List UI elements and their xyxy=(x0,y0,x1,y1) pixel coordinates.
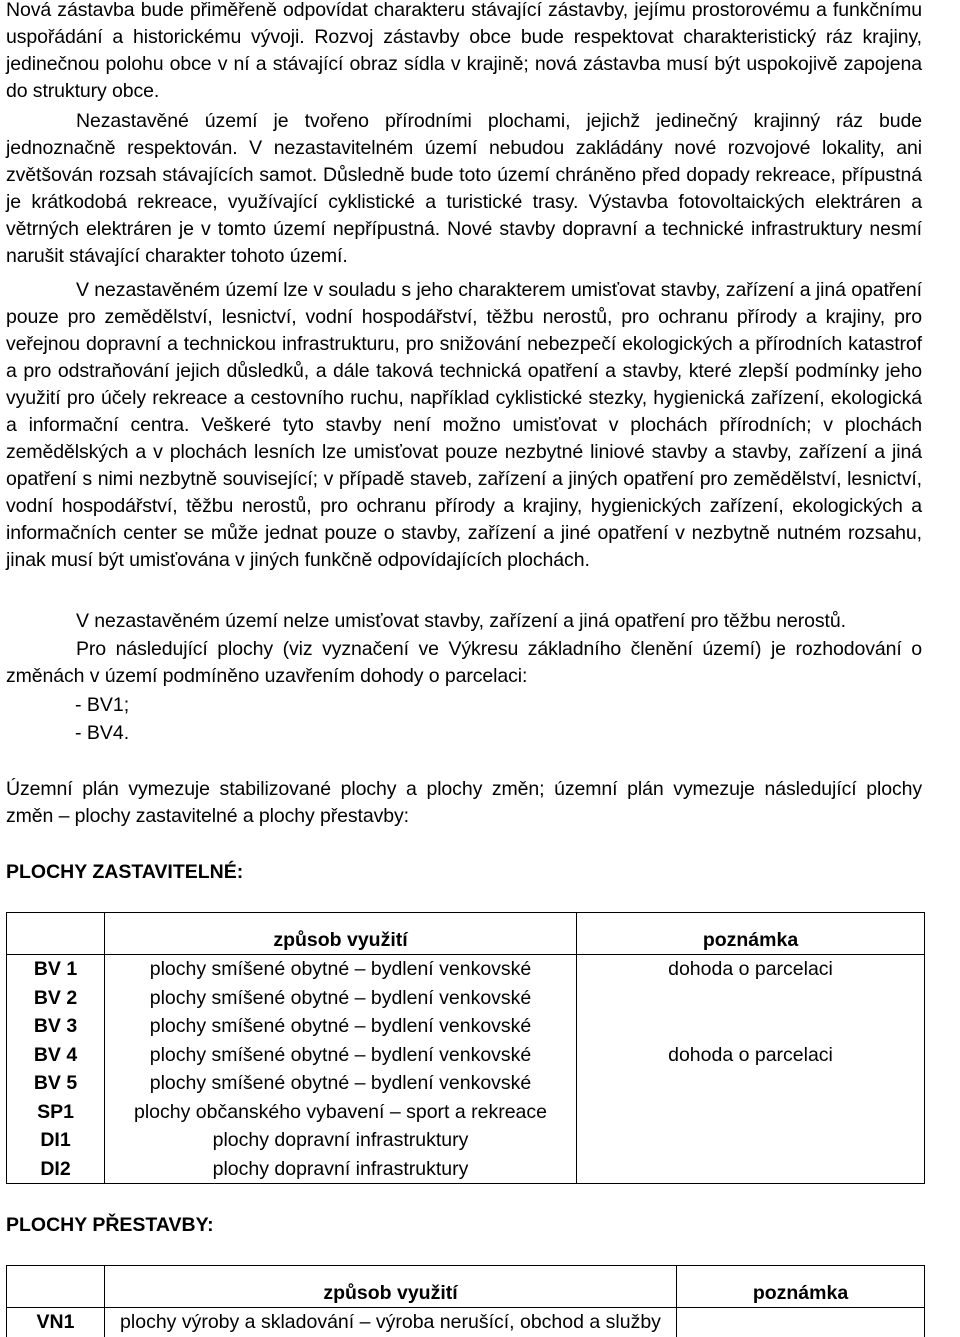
use-cell: plochy smíšené obytné – bydlení venkovské xyxy=(105,1012,577,1041)
note-cell: dohoda o parcelaci xyxy=(577,955,925,984)
code-cell: BV 2 xyxy=(7,984,105,1013)
use-cell: plochy občanského vybavení – sport a rekreace xyxy=(105,1098,577,1127)
table-row xyxy=(7,984,925,1013)
use-cell: plochy smíšené obytné – bydlení venkovské xyxy=(105,1041,577,1070)
code-cell: BV 3 xyxy=(7,1012,105,1041)
heading-zastavitelne: PLOCHY ZASTAVITELNÉ: xyxy=(6,861,244,883)
header-use-cell: způsob využití xyxy=(105,913,577,955)
note-cell xyxy=(677,1308,925,1337)
paragraph-allowed-structures: V nezastavěném území lze v souladu s jeho charakterem umisťovat stavby, zařízení a jiná opatření pouze pro zemědělství, lesnictví, vodní hospodářství, těžbu nerostů, pro ochranu přírody a krajiny, pro veřejnou dopravní a technickou infrastrukturu, pro snižování nebezpečí ekologických a přírodních katastrof a pro odstraňování jejich důsledků, a dále taková technická opatření a stavby, které zlepší podmínky jeho využití pro účely rekreace a cestovního ruchu, například cyklistické stezky, hygienická zařízení, ekologická a informační centra. Veškeré tyto stavby není možno umisťovat v plochách přírodních; v plochách zemědělských a v plochách lesních lze umisťovat pouze nezbytné liniové stavby a stavby, zařízení a jiná opatření s nimi nezbytně související; v případě staveb, zařízení a jiných opatření pro zemědělství, lesnictví, vodní hospodářství, těžbu nerostů, pro ochranu přírody a krajiny, hygienických zařízení, ekologických a informačních center se může jednat pouze o stavby, zařízení a jiné opatření v nezbytně nutném rozsahu, jinak musí být umisťována v jiných funkčně odpovídajících plochách. xyxy=(6,279,922,571)
list-item-bv4: - BV4. xyxy=(75,722,130,744)
use-cell: plochy výroby a skladování – výroba nerušící, obchod a služby xyxy=(105,1308,677,1337)
use-cell: plochy smíšené obytné – bydlení venkovské xyxy=(105,984,577,1013)
code-cell: BV 5 xyxy=(7,1069,105,1098)
header-note-cell: poznámka xyxy=(677,1266,925,1308)
note-cell xyxy=(577,984,925,1013)
table-row xyxy=(7,1041,925,1070)
table-prestavby xyxy=(6,1265,925,1337)
note-cell xyxy=(577,1155,925,1184)
paragraph-parcel-agreement: Pro následující plochy (viz vyznačení ve Výkresu základního členění území) je rozhodování o změnách v území podmíněno uzavřením dohody o parcelaci: xyxy=(6,638,922,687)
table-zastavitelne xyxy=(6,912,925,1184)
use-cell: plochy smíšené obytné – bydlení venkovské xyxy=(105,1069,577,1098)
table-row xyxy=(7,1308,925,1337)
list-item-bv1: - BV1; xyxy=(75,694,130,716)
note-cell xyxy=(577,1069,925,1098)
paragraph-unbuilt-area: Nezastavěné území je tvořeno přírodními plochami, jejichž jedinečný krajinný ráz bude jednoznačně respektován. V nezastavitelném území nebudou zakládány nové rozvojové lokality, ani zvětšován rozsah stávajících samot. Důsledně bude toto území chráněno před dopady rekreace, přípustná je krátkodobá rekreace, využívající cyklistické a turistické trasy. Výstavba fotovoltaických elektráren a větrných elektráren je v tomto území nepřípustná. Nové stavby dopravní a technické infrastruktury nesmí narušit stávající charakter tohoto území. xyxy=(6,110,922,267)
table-row xyxy=(7,955,925,984)
code-cell: VN1 xyxy=(7,1308,105,1337)
note-cell: dohoda o parcelaci xyxy=(577,1041,925,1070)
note-cell xyxy=(577,1126,925,1155)
table-row xyxy=(7,1155,925,1184)
note-cell xyxy=(577,1012,925,1041)
use-cell: plochy dopravní infrastruktury xyxy=(105,1155,577,1184)
paragraph-change-areas: Územní plán vymezuje stabilizované plochy a plochy změn; územní plán vymezuje následující plochy změn – plochy zastavitelné a plochy přestavby: xyxy=(6,778,922,827)
heading-prestavby: PLOCHY PŘESTAVBY: xyxy=(6,1214,214,1236)
paragraph-development: Nová zástavba bude přiměřeně odpovídat charakteru stávající zástavby, jejímu prostorovému a funkčnímu uspořádání a historickému vývoji. Rozvoj zástavby obce bude respektovat charakteristický ráz krajiny, jedinečnou polohu obce v ní a stávající obraz sídla v krajině; nová zástavba musí být uspokojivě zapojena do struktury obce. xyxy=(6,0,922,102)
paragraph-mining-prohibited: V nezastavěném území nelze umisťovat stavby, zařízení a jiná opatření pro těžbu nerostů. xyxy=(76,610,846,632)
header-code-cell xyxy=(7,913,105,955)
code-cell: BV 1 xyxy=(7,955,105,984)
use-cell: plochy smíšené obytné – bydlení venkovské xyxy=(105,955,577,984)
code-cell: DI1 xyxy=(7,1126,105,1155)
table-row xyxy=(7,1012,925,1041)
code-cell: DI2 xyxy=(7,1155,105,1184)
use-cell: plochy dopravní infrastruktury xyxy=(105,1126,577,1155)
code-cell: SP1 xyxy=(7,1098,105,1127)
code-cell: BV 4 xyxy=(7,1041,105,1070)
table-row xyxy=(7,1126,925,1155)
table-row xyxy=(7,1069,925,1098)
header-note-cell: poznámka xyxy=(577,913,925,955)
header-code-cell xyxy=(7,1266,105,1308)
table-row xyxy=(7,1098,925,1127)
table-header-row xyxy=(7,1266,925,1308)
header-use-cell: způsob využití xyxy=(105,1266,677,1308)
note-cell xyxy=(577,1098,925,1127)
table-header-row xyxy=(7,913,925,955)
